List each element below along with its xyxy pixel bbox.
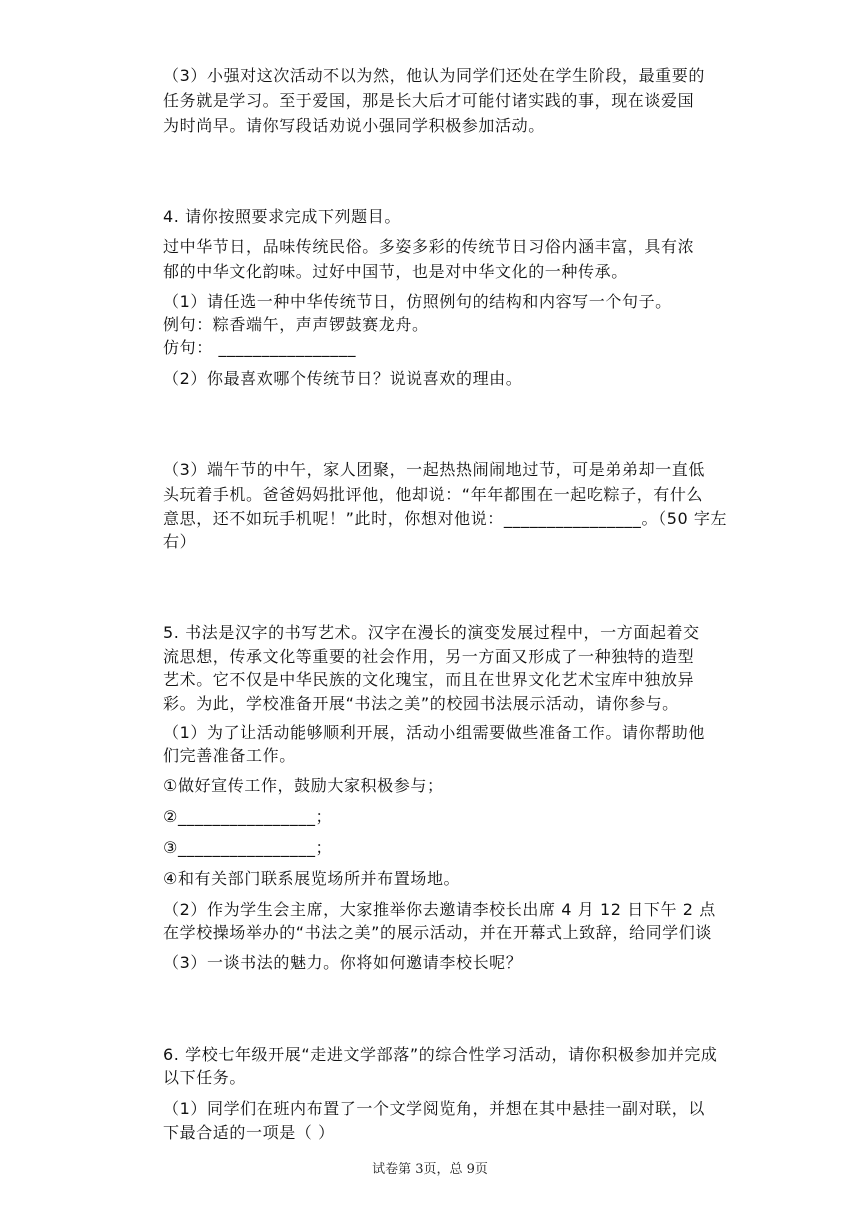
q5-2-text-line-2: 在学校操场举办的“书法之美”的展示活动，并在开幕式上致辞，给同学们谈 bbox=[163, 923, 712, 942]
q5-1-prompt-line-1: （1）为了让活动能够顺利开展，活动小组需要做些准备工作。请你帮助他 bbox=[163, 723, 705, 742]
q5-2-text-line-1: （2）作为学生会主席，大家推举你去邀请李校长出席 4 月 12 日下午 2 点 bbox=[163, 900, 716, 919]
q5-item-2-blank: ②________________； bbox=[163, 807, 333, 826]
q5-3-prompt: （3）一谈书法的魅力。你将如何邀请李校长呢？ bbox=[163, 953, 523, 972]
page-footer: 试卷第 3页，总 9页 bbox=[372, 1162, 488, 1177]
q4-3-text-line-2: 头玩着手机。爸爸妈妈批评他，他却说：“年年都围在一起吃粽子，有什么 bbox=[163, 485, 704, 504]
q4-imitate-blank: 仿句： ________________ bbox=[163, 338, 357, 357]
q3-3-text-line-2: 任务就是学习。至于爱国，那是长大后才可能付诸实践的事，现在谈爱国 bbox=[163, 91, 695, 110]
q5-intro-line-1: 5. 书法是汉字的书写艺术。汉字在漫长的演变发展过程中，一方面起着交 bbox=[163, 623, 700, 642]
q4-title: 4. 请你按照要求完成下列题目。 bbox=[163, 207, 401, 226]
q4-2-prompt: （2）你最喜欢哪个传统节日？说说喜欢的理由。 bbox=[163, 369, 523, 388]
q4-1-prompt: （1）请任选一种中华传统节日，仿照例句的结构和内容写一个句子。 bbox=[163, 292, 672, 311]
q6-intro-line-2: 以下任务。 bbox=[163, 1068, 247, 1087]
q6-1-prompt-line-2: 下最合适的一项是（ ） bbox=[163, 1123, 335, 1142]
q5-item-4: ④和有关部门联系展览场所并布置场地。 bbox=[163, 869, 461, 888]
q5-item-1: ①做好宣传工作，鼓励大家积极参与； bbox=[163, 776, 444, 795]
q4-3-text-line-1: （3）端午节的中午，家人团聚，一起热热闹闹地过节，可是弟弟却一直低 bbox=[163, 460, 705, 479]
q4-intro-line-2: 郁的中华文化韵味。过好中国节，也是对中华文化的一种传承。 bbox=[163, 262, 628, 281]
q4-intro-line-1: 过中华节日，品味传统民俗。多姿多彩的传统节日习俗内涵丰富，具有浓 bbox=[163, 237, 695, 256]
q3-3-text-line-1: （3）小强对这次活动不以为然，他认为同学们还处在学生阶段，最重要的 bbox=[163, 66, 705, 85]
q5-1-prompt-line-2: 们完善准备工作。 bbox=[163, 746, 296, 765]
q5-intro-line-2: 流思想，传承文化等重要的社会作用，另一方面又形成了一种独特的造型 bbox=[163, 647, 695, 666]
q5-item-3-blank: ③________________； bbox=[163, 838, 333, 857]
q3-3-text-line-3: 为时尚早。请你写段话劝说小强同学积极参加活动。 bbox=[163, 116, 545, 135]
q5-intro-line-3: 艺术。它不仅是中华民族的文化瑰宝，而且在世界文化艺术宝库中独放异 bbox=[163, 670, 695, 689]
q4-example-sentence: 例句：粽香端午，声声锣鼓赛龙舟。 bbox=[163, 315, 429, 334]
q4-3-text-line-4: 右） bbox=[163, 532, 197, 551]
q4-3-text-line-3: 意思，还不如玩手机呢！”此时，你想对他说：________________。（50 字左 bbox=[163, 509, 728, 528]
q5-intro-line-4: 彩。为此，学校准备开展“书法之美”的校园书法展示活动，请你参与。 bbox=[163, 694, 679, 713]
q6-1-prompt-line-1: （1）同学们在班内布置了一个文学阅览角，并想在其中悬挂一副对联，以 bbox=[163, 1099, 705, 1118]
q6-intro-line-1: 6. 学校七年级开展“走进文学部落”的综合性学习活动，请你积极参加并完成 bbox=[163, 1045, 718, 1064]
